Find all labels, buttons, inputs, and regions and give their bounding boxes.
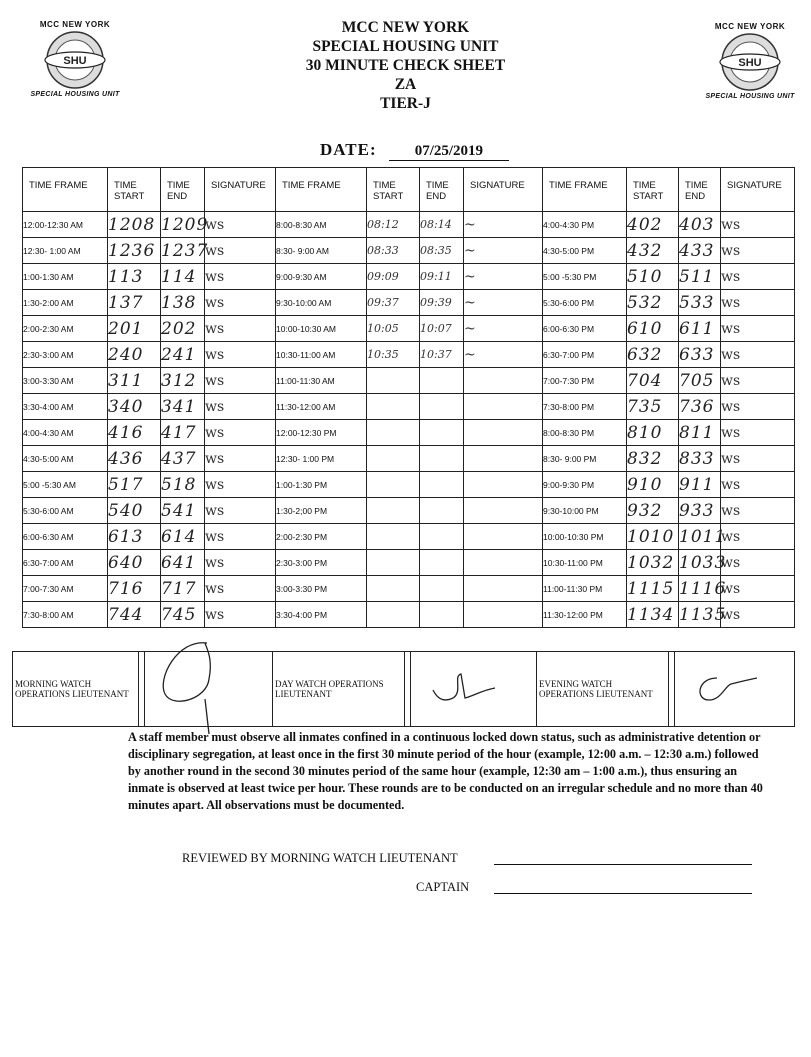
logo-top-text: MCC NEW YORK <box>39 20 111 29</box>
time-entry-cell: 1011 <box>679 524 721 550</box>
time-entry-cell: 510 <box>627 264 679 290</box>
time-entry-cell <box>367 524 420 550</box>
signature-cell: ws <box>721 342 795 368</box>
signature-cell: ws <box>205 472 276 498</box>
time-entry-cell: 113 <box>108 264 161 290</box>
time-entry-cell: 744 <box>108 602 161 628</box>
signature-cell: ws <box>205 342 276 368</box>
signature-cell: ws <box>721 238 795 264</box>
time-entry-cell: 517 <box>108 472 161 498</box>
time-entry-cell: 341 <box>161 394 205 420</box>
time-entry-cell: 1116 <box>679 576 721 602</box>
signature-cell: ws <box>721 498 795 524</box>
time-entry-cell: 640 <box>108 550 161 576</box>
title-line-2: SPECIAL HOUSING UNIT <box>312 38 499 55</box>
reviewed-by-line[interactable] <box>494 864 752 865</box>
column-header: TIME END <box>161 168 205 212</box>
time-entry-cell: 436 <box>108 446 161 472</box>
svg-text:SHU: SHU <box>63 55 87 67</box>
time-frame-cell: 5:30-6:00 PM <box>543 290 627 316</box>
captain-signature-line[interactable] <box>494 893 752 894</box>
time-entry-cell: 613 <box>108 524 161 550</box>
time-entry-cell: 736 <box>679 394 721 420</box>
time-entry-cell: 1010 <box>627 524 679 550</box>
column-header: TIME FRAME <box>23 168 108 212</box>
table-row <box>23 238 795 264</box>
time-entry-cell: 832 <box>627 446 679 472</box>
time-entry-cell <box>420 472 464 498</box>
time-frame-cell: 4:00-4:30 AM <box>23 420 108 446</box>
time-entry-cell <box>367 602 420 628</box>
table-body <box>23 212 795 628</box>
signature-cell: ws <box>205 290 276 316</box>
time-frame-cell: 7:30-8:00 AM <box>23 602 108 628</box>
page-title <box>0 18 811 113</box>
time-entry-cell <box>420 420 464 446</box>
time-entry-cell: 540 <box>108 498 161 524</box>
signature-cell <box>464 602 543 628</box>
logo-bottom-text: SPECIAL HOUSING UNIT <box>705 93 795 100</box>
time-entry-cell: 09:09 <box>367 264 420 290</box>
table-row <box>23 550 795 576</box>
time-entry-cell <box>367 498 420 524</box>
time-entry-cell <box>420 550 464 576</box>
signature-scribble-icon <box>677 668 787 708</box>
time-frame-cell: 10:30-11:00 PM <box>543 550 627 576</box>
signature-cell <box>464 498 543 524</box>
title-line-5: TIER-J <box>380 95 431 112</box>
signature-cell: ~ <box>464 316 543 342</box>
time-frame-cell: 1:30-2:00 AM <box>23 290 108 316</box>
time-frame-cell: 12:30- 1:00 PM <box>276 446 367 472</box>
time-entry-cell: 10:05 <box>367 316 420 342</box>
signature-cell: ws <box>721 394 795 420</box>
signature-cell: ~ <box>464 290 543 316</box>
time-entry-cell: 811 <box>679 420 721 446</box>
time-entry-cell: 1209 <box>161 212 205 238</box>
signature-cell: ws <box>205 238 276 264</box>
signature-cell <box>464 394 543 420</box>
time-entry-cell: 114 <box>161 264 205 290</box>
time-entry-cell: 1134 <box>627 602 679 628</box>
signature-cell: ws <box>721 368 795 394</box>
table-row <box>23 420 795 446</box>
time-entry-cell: 1237 <box>161 238 205 264</box>
table-row <box>23 394 795 420</box>
time-entry-cell: 340 <box>108 394 161 420</box>
time-frame-cell: 6:00-6:30 PM <box>543 316 627 342</box>
table-row <box>23 498 795 524</box>
signature-cell: ws <box>205 368 276 394</box>
signature-scribble-icon <box>147 639 267 709</box>
logo-top-text: MCC NEW YORK <box>714 22 786 31</box>
time-entry-cell: 810 <box>627 420 679 446</box>
time-frame-cell: 8:00-8:30 PM <box>543 420 627 446</box>
time-entry-cell: 1032 <box>627 550 679 576</box>
svg-text:SHU: SHU <box>738 57 762 69</box>
table-row <box>23 602 795 628</box>
time-frame-cell: 2:30-3:00 AM <box>23 342 108 368</box>
signature-cell: ~ <box>464 264 543 290</box>
time-frame-cell: 6:00-6:30 AM <box>23 524 108 550</box>
time-frame-cell: 4:30-5:00 PM <box>543 238 627 264</box>
time-entry-cell: 202 <box>161 316 205 342</box>
time-frame-cell: 10:00-10:30 AM <box>276 316 367 342</box>
time-frame-cell: 9:00-9:30 AM <box>276 264 367 290</box>
time-entry-cell: 311 <box>108 368 161 394</box>
time-entry-cell: 511 <box>679 264 721 290</box>
time-entry-cell <box>420 524 464 550</box>
time-frame-cell: 3:00-3:30 PM <box>276 576 367 602</box>
time-entry-cell: 417 <box>161 420 205 446</box>
reviewed-by-label: REVIEWED BY MORNING WATCH LIEUTENANT <box>182 851 458 865</box>
time-entry-cell: 312 <box>161 368 205 394</box>
time-entry-cell: 633 <box>679 342 721 368</box>
time-frame-cell: 12:30- 1:00 AM <box>23 238 108 264</box>
evening-watch-signature <box>675 652 795 727</box>
time-entry-cell: 833 <box>679 446 721 472</box>
time-entry-cell <box>367 576 420 602</box>
table-row <box>23 524 795 550</box>
column-header: TIME FRAME <box>543 168 627 212</box>
signature-cell: ws <box>721 576 795 602</box>
time-frame-cell: 3:30-4:00 AM <box>23 394 108 420</box>
signature-cell: ~ <box>464 342 543 368</box>
signature-cell <box>464 576 543 602</box>
morning-watch-signature <box>145 652 273 727</box>
time-entry-cell: 432 <box>627 238 679 264</box>
table-row <box>23 446 795 472</box>
table-row <box>23 472 795 498</box>
signature-cell: ws <box>721 550 795 576</box>
time-frame-cell: 11:00-11:30 AM <box>276 368 367 394</box>
title-line-3: 30 MINUTE CHECK SHEET <box>305 57 506 74</box>
time-entry-cell: 10:37 <box>420 342 464 368</box>
time-frame-cell: 7:30-8:00 PM <box>543 394 627 420</box>
signature-cell: ws <box>205 576 276 602</box>
watch-table <box>12 651 795 727</box>
logo-bottom-text: SPECIAL HOUSING UNIT <box>30 91 120 98</box>
time-frame-cell: 8:00-8:30 AM <box>276 212 367 238</box>
time-frame-cell: 6:30-7:00 AM <box>23 550 108 576</box>
date-label: DATE: <box>320 140 377 159</box>
column-header: SIGNATURE <box>464 168 543 212</box>
column-header: TIME END <box>679 168 721 212</box>
time-entry-cell: 704 <box>627 368 679 394</box>
column-header: SIGNATURE <box>205 168 276 212</box>
time-entry-cell: 735 <box>627 394 679 420</box>
signature-cell: ws <box>721 602 795 628</box>
signature-cell: ws <box>205 524 276 550</box>
captain-label: CAPTAIN <box>416 880 470 894</box>
time-entry-cell: 10:07 <box>420 316 464 342</box>
time-entry-cell: 402 <box>627 212 679 238</box>
time-entry-cell: 1115 <box>627 576 679 602</box>
time-frame-cell: 6:30-7:00 PM <box>543 342 627 368</box>
signature-cell <box>464 420 543 446</box>
time-entry-cell <box>420 498 464 524</box>
time-frame-cell: 11:00-11:30 PM <box>543 576 627 602</box>
column-header: TIME START <box>627 168 679 212</box>
time-frame-cell: 5:30-6:00 AM <box>23 498 108 524</box>
time-frame-cell: 4:30-5:00 AM <box>23 446 108 472</box>
signature-cell: ~ <box>464 212 543 238</box>
time-entry-cell: 416 <box>108 420 161 446</box>
column-header: TIME START <box>367 168 420 212</box>
day-watch-signature <box>411 652 537 727</box>
signature-scribble-icon <box>413 668 523 708</box>
time-frame-cell: 7:00-7:30 PM <box>543 368 627 394</box>
signature-cell: ws <box>721 264 795 290</box>
time-entry-cell: 745 <box>161 602 205 628</box>
time-frame-cell: 12:00-12:30 AM <box>23 212 108 238</box>
time-entry-cell: 08:12 <box>367 212 420 238</box>
time-frame-cell: 1:30-2;00 PM <box>276 498 367 524</box>
signature-cell: ws <box>721 446 795 472</box>
time-entry-cell <box>367 446 420 472</box>
time-frame-cell: 11:30-12:00 AM <box>276 394 367 420</box>
time-frame-cell: 8:30- 9:00 AM <box>276 238 367 264</box>
title-line-1: MCC NEW YORK <box>341 19 470 36</box>
time-entry-cell: 433 <box>679 238 721 264</box>
title-line-4: ZA <box>394 76 417 93</box>
signature-cell: ws <box>205 602 276 628</box>
signature-cell: ws <box>721 524 795 550</box>
time-frame-cell: 1:00-1:30 AM <box>23 264 108 290</box>
time-entry-cell <box>367 368 420 394</box>
signature-cell: ws <box>205 212 276 238</box>
check-table <box>22 167 795 628</box>
column-header: TIME FRAME <box>276 168 367 212</box>
signature-cell: ~ <box>464 238 543 264</box>
time-entry-cell: 403 <box>679 212 721 238</box>
time-entry-cell: 614 <box>161 524 205 550</box>
column-header: TIME END <box>420 168 464 212</box>
time-entry-cell <box>367 550 420 576</box>
time-entry-cell: 1208 <box>108 212 161 238</box>
time-entry-cell: 09:37 <box>367 290 420 316</box>
time-entry-cell: 241 <box>161 342 205 368</box>
day-watch-label: DAY WATCH OPERATIONS LIEUTENANT <box>273 652 405 727</box>
time-entry-cell: 138 <box>161 290 205 316</box>
time-frame-cell: 9:30-10:00 PM <box>543 498 627 524</box>
time-entry-cell: 632 <box>627 342 679 368</box>
time-entry-cell: 08:35 <box>420 238 464 264</box>
table-header-row <box>23 168 795 212</box>
column-header: SIGNATURE <box>721 168 795 212</box>
policy-notice: A staff member must observe all inmates confined in a continuous locked down status, such as administrative detention or disciplinary segregation, at least once in the first 30 minute period of the hour (example, 12:00 a.m. – 12:30 a.m.) followed by another round in the second 30 minutes period of the same hour (example, 12:30 am – 1:00 a.m.), thus ensuring an inmate is observed at least twice per hour. These rounds are to be conducted on an irregular schedule and no more than 40 minutes apart. All observations must be documented. <box>128 730 763 812</box>
table-row <box>23 212 795 238</box>
time-entry-cell: 541 <box>161 498 205 524</box>
signature-cell <box>464 472 543 498</box>
time-entry-cell: 532 <box>627 290 679 316</box>
time-entry-cell <box>367 420 420 446</box>
date-value: 07/25/2019 <box>389 143 509 161</box>
time-entry-cell: 533 <box>679 290 721 316</box>
time-entry-cell: 705 <box>679 368 721 394</box>
signature-cell <box>464 550 543 576</box>
signature-cell <box>464 446 543 472</box>
time-entry-cell <box>420 394 464 420</box>
time-entry-cell: 911 <box>679 472 721 498</box>
time-entry-cell: 932 <box>627 498 679 524</box>
time-entry-cell: 201 <box>108 316 161 342</box>
signature-cell: ws <box>721 316 795 342</box>
time-entry-cell: 910 <box>627 472 679 498</box>
time-frame-cell: 2:30-3:00 PM <box>276 550 367 576</box>
time-entry-cell <box>420 602 464 628</box>
signature-cell <box>464 368 543 394</box>
time-frame-cell: 2:00-2:30 AM <box>23 316 108 342</box>
time-entry-cell: 240 <box>108 342 161 368</box>
table-row <box>23 576 795 602</box>
signature-cell: ws <box>205 446 276 472</box>
time-frame-cell: 10:30-11:00 AM <box>276 342 367 368</box>
time-entry-cell: 641 <box>161 550 205 576</box>
signature-cell: ws <box>721 420 795 446</box>
time-entry-cell: 137 <box>108 290 161 316</box>
time-frame-cell: 4:00-4:30 PM <box>543 212 627 238</box>
time-frame-cell: 12:00-12:30 PM <box>276 420 367 446</box>
time-frame-cell: 1:00-1:30 PM <box>276 472 367 498</box>
table-row <box>23 290 795 316</box>
time-frame-cell: 7:00-7:30 AM <box>23 576 108 602</box>
signature-cell: ws <box>205 420 276 446</box>
time-entry-cell: 09:11 <box>420 264 464 290</box>
time-entry-cell: 610 <box>627 316 679 342</box>
signature-cell <box>464 524 543 550</box>
time-entry-cell: 1033 <box>679 550 721 576</box>
time-frame-cell: 8:30- 9:00 PM <box>543 446 627 472</box>
time-entry-cell <box>420 368 464 394</box>
signature-cell: ws <box>205 394 276 420</box>
time-frame-cell: 9:00-9:30 PM <box>543 472 627 498</box>
signature-cell: ws <box>205 550 276 576</box>
time-entry-cell: 518 <box>161 472 205 498</box>
time-entry-cell: 08:33 <box>367 238 420 264</box>
table-row <box>23 264 795 290</box>
table-row <box>23 368 795 394</box>
time-entry-cell: 1236 <box>108 238 161 264</box>
signature-cell: ws <box>721 472 795 498</box>
table-row <box>23 342 795 368</box>
time-frame-cell: 3:30-4:00 PM <box>276 602 367 628</box>
time-entry-cell <box>367 394 420 420</box>
time-frame-cell: 11:30-12:00 PM <box>543 602 627 628</box>
column-header: TIME START <box>108 168 161 212</box>
signature-cell: ws <box>721 212 795 238</box>
time-entry-cell: 611 <box>679 316 721 342</box>
time-entry-cell <box>420 446 464 472</box>
signature-cell: ws <box>205 498 276 524</box>
evening-watch-label: EVENING WATCH OPERATIONS LIEUTENANT <box>537 652 669 727</box>
time-frame-cell: 2:00-2:30 PM <box>276 524 367 550</box>
table-row <box>23 316 795 342</box>
time-frame-cell: 10:00-10:30 PM <box>543 524 627 550</box>
signature-cell: ws <box>205 264 276 290</box>
time-entry-cell: 10:35 <box>367 342 420 368</box>
time-entry-cell: 1135 <box>679 602 721 628</box>
signature-cell: ws <box>205 316 276 342</box>
time-entry-cell: 09:39 <box>420 290 464 316</box>
time-frame-cell: 9:30-10:00 AM <box>276 290 367 316</box>
time-entry-cell: 716 <box>108 576 161 602</box>
time-entry-cell: 437 <box>161 446 205 472</box>
time-frame-cell: 5:00 -5:30 PM <box>543 264 627 290</box>
time-frame-cell: 5:00 -5:30 AM <box>23 472 108 498</box>
time-frame-cell: 3:00-3:30 AM <box>23 368 108 394</box>
morning-watch-label: MORNING WATCH OPERATIONS LIEUTENANT <box>13 652 139 727</box>
time-entry-cell: 717 <box>161 576 205 602</box>
time-entry-cell <box>367 472 420 498</box>
date-field <box>320 140 509 161</box>
time-entry-cell: 08:14 <box>420 212 464 238</box>
time-entry-cell <box>420 576 464 602</box>
time-entry-cell: 933 <box>679 498 721 524</box>
signature-cell: ws <box>721 290 795 316</box>
